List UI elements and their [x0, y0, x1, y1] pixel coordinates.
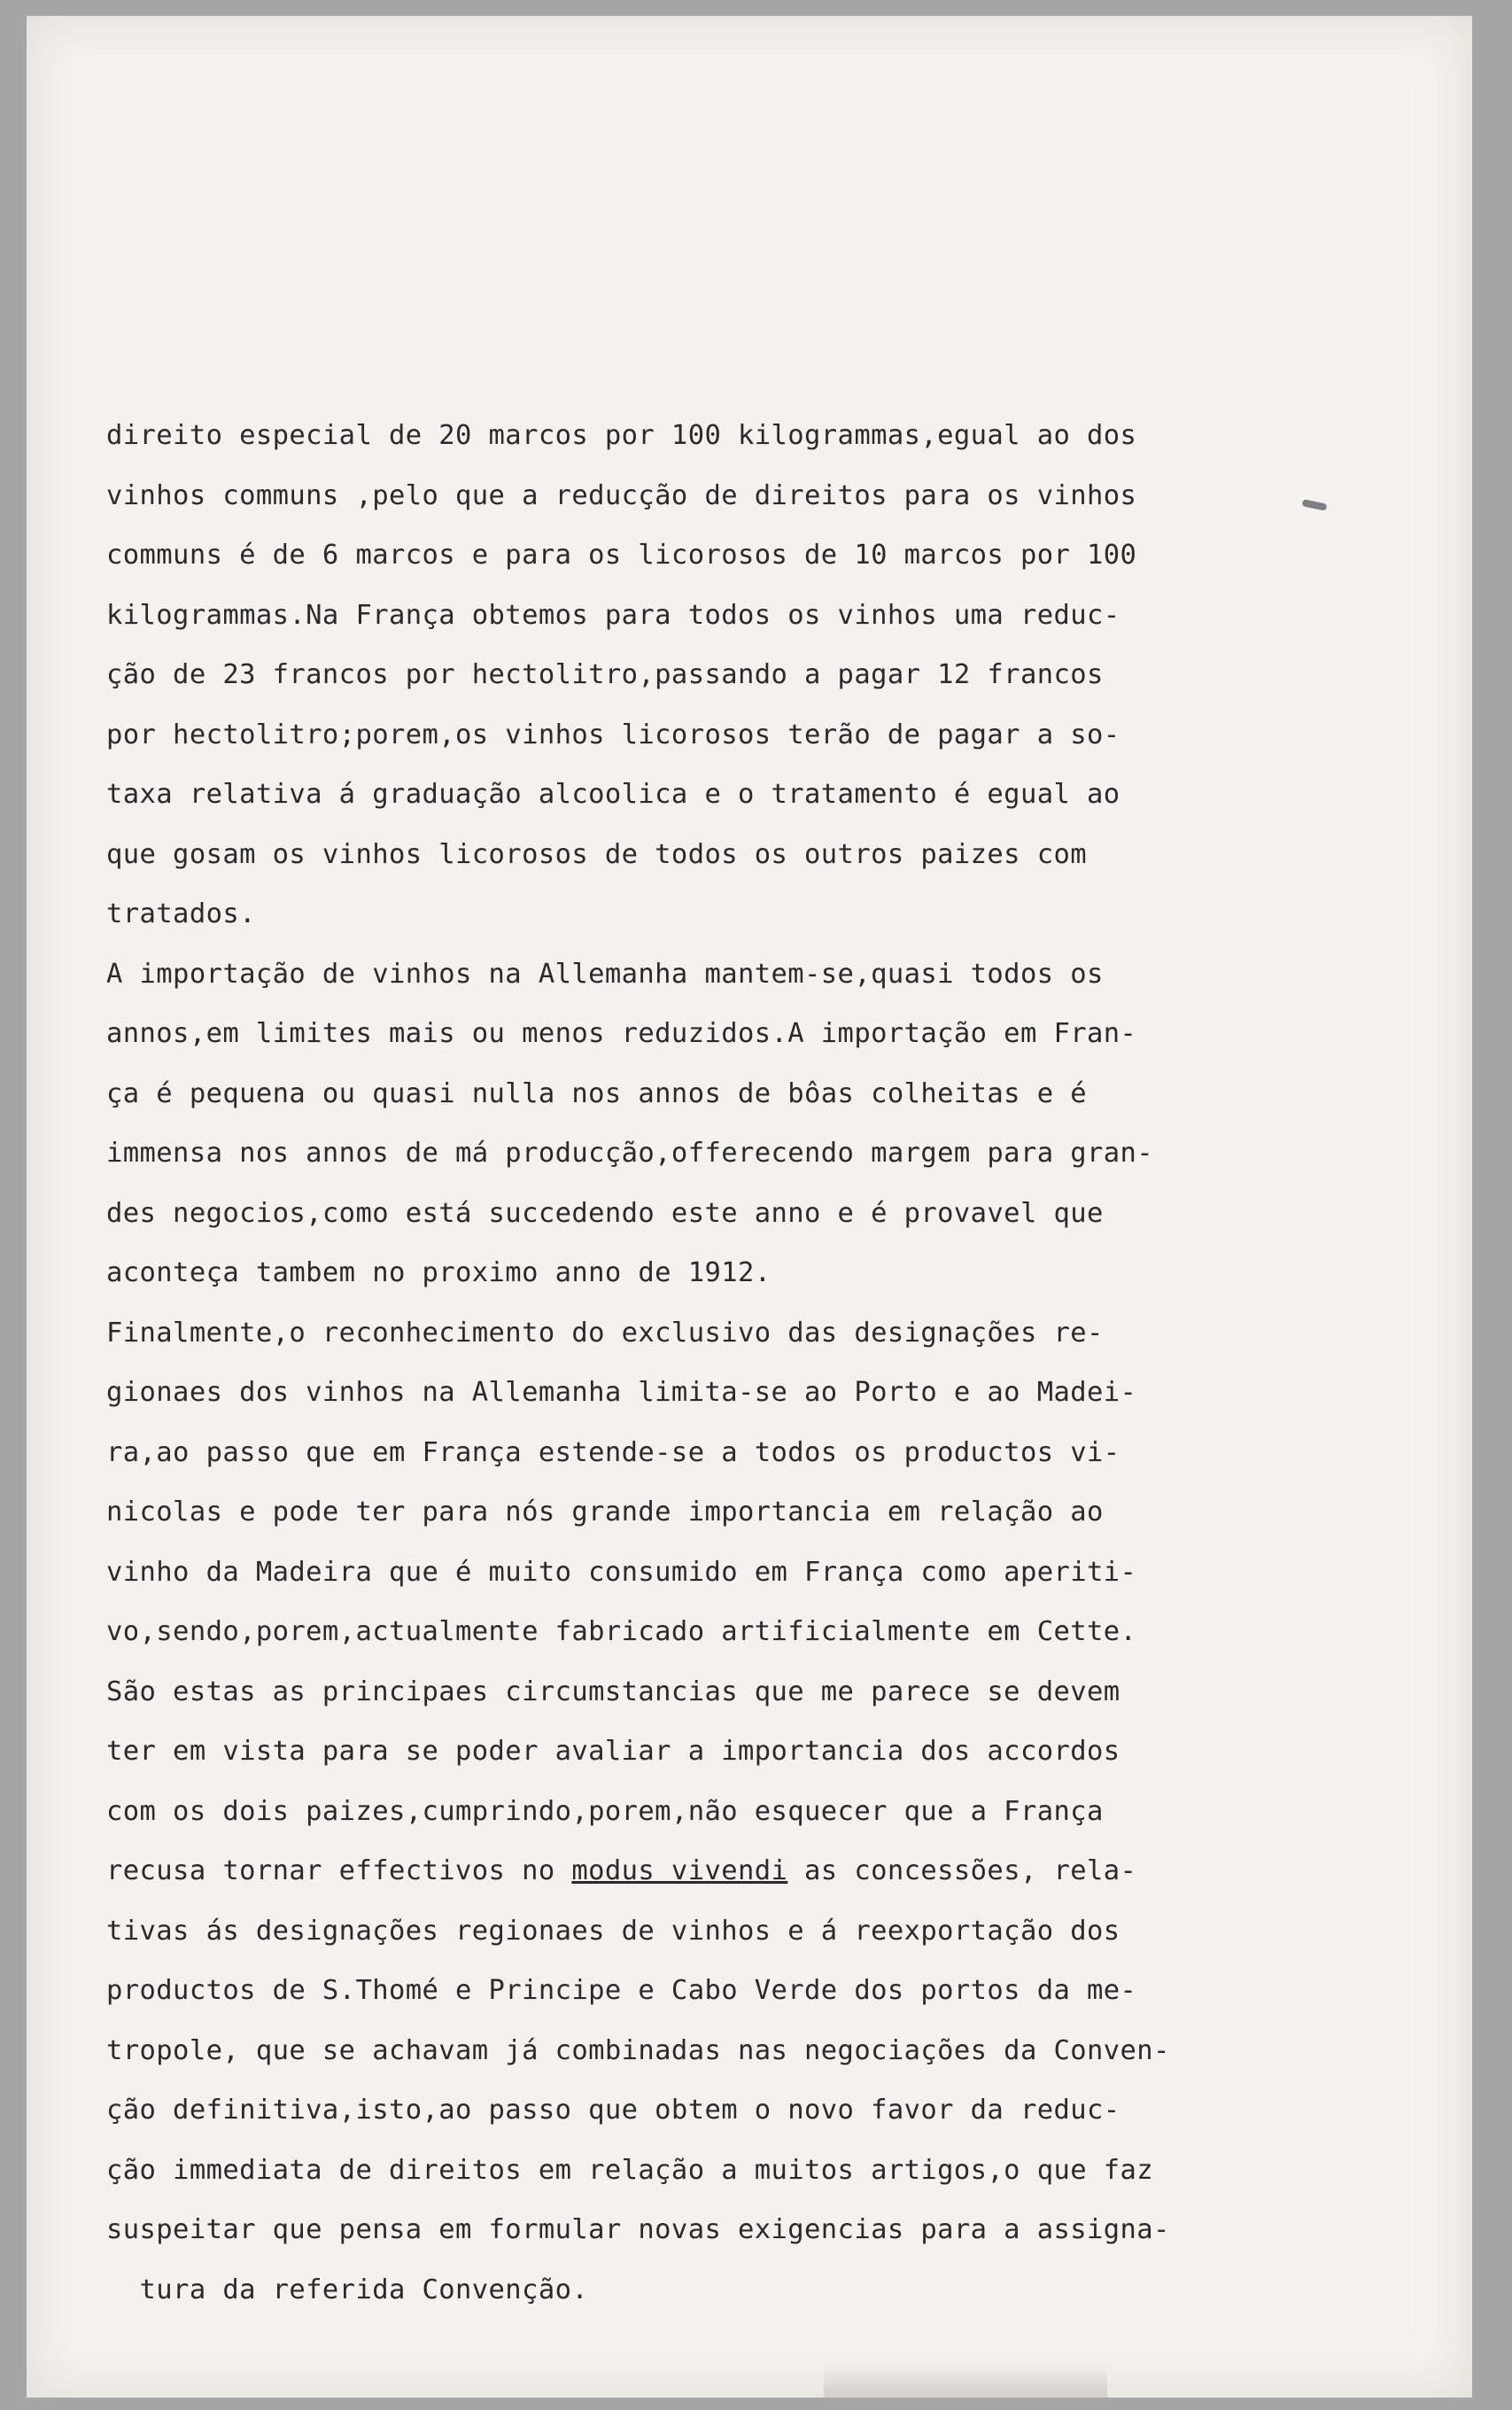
text-line-31: suspeitar que pensa em formular novas exigencias para a assigna-: [106, 2214, 1170, 2245]
text-line-4: kilogrammas.Na França obtemos para todos os vinhos uma reduc-: [106, 599, 1120, 631]
text-line-18: ra,ao passo que em França estende-se a todos os productos vi-: [106, 1436, 1120, 1468]
text-line-19: nicolas e pode ter para nós grande importancia em relação ao: [106, 1497, 1104, 1528]
text-line-25-start: recusa tornar effectivos no: [106, 1855, 572, 1886]
typewritten-text: [106, 406, 1258, 2320]
text-line-23: ter em vista para se poder avaliar a importancia dos accordos: [106, 1736, 1120, 1767]
text-line-21: vo,sendo,porem,actualmente fabricado artificialmente em Cette.: [106, 1616, 1137, 1647]
text-line-3: communs é de 6 marcos e para os licorosos de 10 marcos por 100: [106, 540, 1137, 571]
text-line-17: gionaes dos vinhos na Allemanha limita-se ao Porto e ao Madei-: [106, 1377, 1137, 1408]
text-line-20: vinho da Madeira que é muito consumido em França como aperiti-: [106, 1556, 1137, 1588]
text-line-26: tivas ás designações regionaes de vinhos e á reexportação dos: [106, 1915, 1120, 1947]
text-line-12: ça é pequena ou quasi nulla nos annos de bôas colheitas e é: [106, 1077, 1087, 1109]
modus-vivendi-underlined: modus vivendi: [571, 1855, 788, 1886]
text-line-6: por hectolitro;porem,os vinhos licorosos terão de pagar a so-: [106, 719, 1120, 750]
text-line-30: ção immediata de direitos em relação a muitos artigos,o que faz: [106, 2154, 1154, 2186]
text-line-8: que gosam os vinhos licorosos de todos os outros paizes com: [106, 838, 1087, 870]
text-line-10: A importação de vinhos na Allemanha mantem-se,quasi todos os: [106, 958, 1104, 990]
pencil-mark: [1301, 499, 1327, 511]
text-line-16: Finalmente,o reconhecimento do exclusivo das designações re-: [106, 1317, 1104, 1349]
text-line-13: immensa nos annos de má producção,offerecendo margem para gran-: [106, 1138, 1154, 1169]
text-line-11: annos,em limites mais ou menos reduzidos.A importação em Fran-: [106, 1018, 1137, 1049]
text-line-2: vinhos communs ,pelo que a reducção de direitos para os vinhos: [106, 479, 1137, 511]
text-line-29: ção definitiva,isto,ao passo que obtem o novo favor da reduc-: [106, 2095, 1120, 2126]
text-line-28: tropole, que se achavam já combinadas nas negociações da Conven-: [106, 2034, 1170, 2066]
text-line-1: direito especial de 20 marcos por 100 kilogrammas,egual ao dos: [106, 420, 1137, 451]
text-line-7: taxa relativa á graduação alcoolica e o tratamento é egual ao: [106, 779, 1120, 810]
text-line-32: tura da referida Convenção.: [106, 2274, 589, 2305]
text-line-14: des negocios,como está succedendo este anno e é provavel que: [106, 1197, 1104, 1229]
text-line-25: [106, 1841, 1258, 1901]
paper-fold-shadow: [824, 2364, 1107, 2398]
text-line-5: ção de 23 francos por hectolitro,passando a pagar 12 francos: [106, 659, 1104, 690]
text-line-24: com os dois paizes,cumprindo,porem,não esquecer que a França: [106, 1795, 1104, 1827]
text-line-9: tratados.: [106, 898, 256, 929]
text-line-22: São estas as principaes circumstancias que me parece se devem: [106, 1675, 1120, 1707]
text-line-25-end: as concessões, rela-: [787, 1855, 1137, 1886]
text-line-27: productos de S.Thomé e Principe e Cabo Verde dos portos da me-: [106, 1975, 1137, 2006]
text-line-15: aconteça tambem no proximo anno de 1912.: [106, 1257, 772, 1288]
